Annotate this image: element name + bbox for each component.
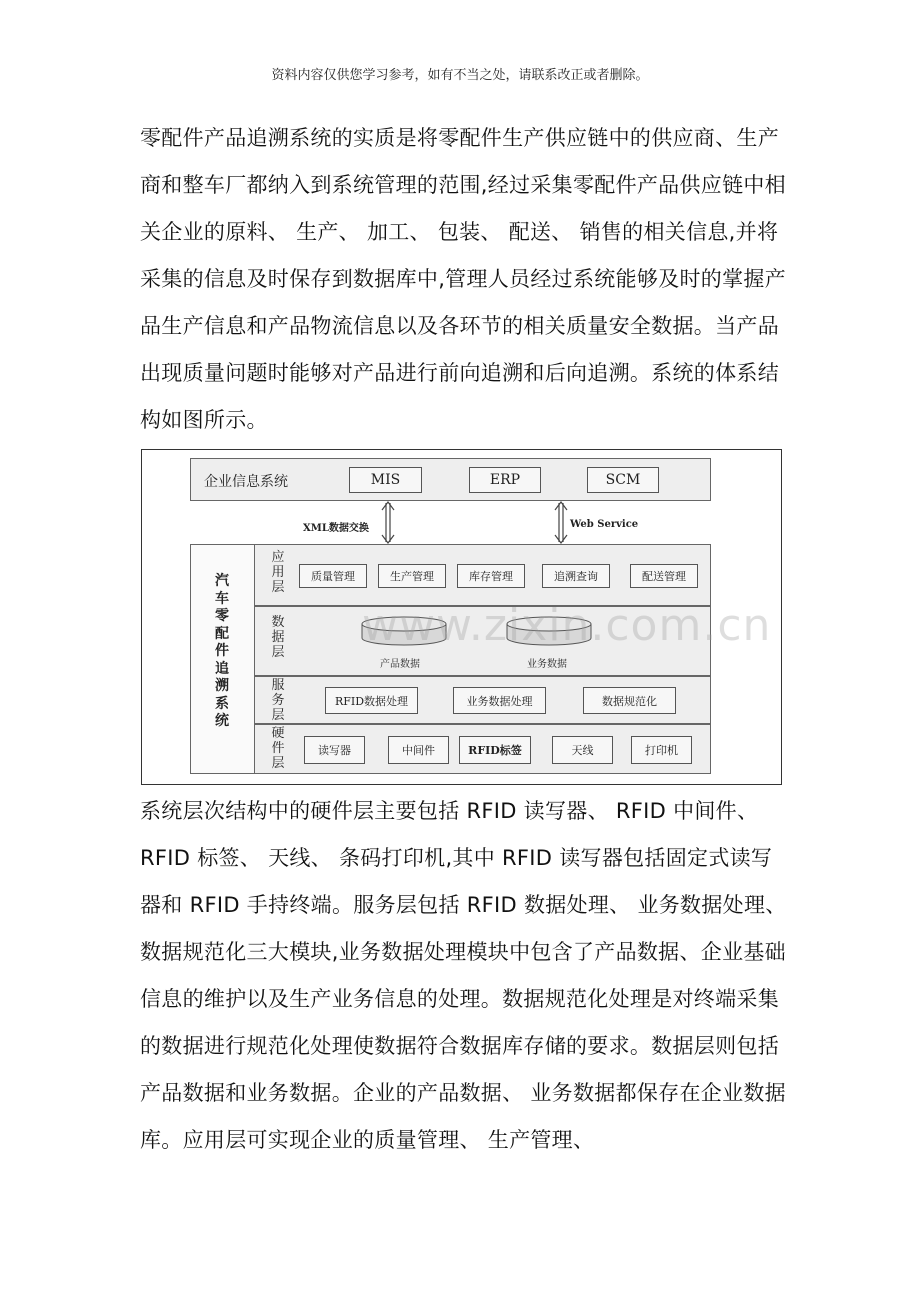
data-normalization-box: 数据规范化: [583, 687, 676, 714]
watermark: www.zixin.com.cn: [362, 600, 772, 651]
rfid-processing-box: RFID数据处理: [325, 687, 418, 714]
application-layer-label: 应用层: [271, 550, 285, 595]
delivery-mgmt-box: 配送管理: [630, 564, 698, 588]
service-layer-label: 服务层: [271, 678, 285, 723]
paragraph-intro: 零配件产品追溯系统的实质是将零配件生产供应链中的供应商、生产商和整车厂都纳入到系统管理的范围,经过采集零配件产品供应链中相关企业的原料、 生产、 加工、 包装、 配送、 销售的相关信息,并将采集的信息及时保存到数据库中,管理人员经过系统能够及时的掌握产品生产信息和产品物流信息以及各环节的相关质量安全数据。当产品出现质量问题时能够对产品进行前向追溯和后向追溯。系统的体系结构如图所示。: [140, 126, 786, 432]
header-note: 资料内容仅供您学习参考，如有不当之处，请联系改正或者删除。: [271, 68, 649, 83]
quality-mgmt-box: 质量管理: [299, 564, 367, 588]
architecture-diagram: [141, 449, 782, 785]
reader-box: 读写器: [304, 736, 365, 764]
scm-box: SCM: [587, 467, 659, 493]
web-service-label: Web Service: [570, 519, 639, 530]
xml-exchange-label: XML数据交换: [303, 523, 369, 534]
printer-box: 打印机: [631, 736, 692, 764]
rfid-tag-box: RFID标签: [459, 736, 531, 764]
erp-box: ERP: [469, 467, 541, 493]
production-mgmt-box: 生产管理: [378, 564, 446, 588]
antenna-box: 天线: [552, 736, 613, 764]
business-processing-box: 业务数据处理: [453, 687, 546, 714]
data-layer-label: 数据层: [271, 615, 285, 660]
paragraph-hierarchy: 系统层次结构中的硬件层主要包括 RFID 读写器、 RFID 中间件、RFID 标签、 天线、 条码打印机,其中 RFID 读写器包括固定式读写器和 RFID 手持终端。服务层包括 RFID 数据处理、 业务数据处理、 数据规范化三大模块,业务数据处理模块中包含了产品数据、企业基础信息的维护以及生产业务信息的处理。数据规范化处理是对终端采集的数据进行规范化处理使数据符合数据库存储的要求。数据层则包括产品数据和业务数据。企业的产品数据、 业务数据都保存在企业数据库。应用层可实现企业的质量管理、 生产管理、: [140, 799, 787, 1152]
inventory-mgmt-box: 库存管理: [457, 564, 525, 588]
system-name: 汽车零配件追溯系统: [215, 573, 229, 729]
mis-box: MIS: [349, 467, 422, 493]
middleware-box: 中间件: [388, 736, 449, 764]
trace-query-box: 追溯查询: [542, 564, 610, 588]
product-data-label: 产品数据: [380, 659, 420, 670]
hardware-layer-label: 硬件层: [271, 726, 285, 771]
connector-arrows: [142, 450, 783, 550]
enterprise-label: 企业信息系统: [204, 474, 288, 490]
business-data-label: 业务数据: [527, 659, 567, 670]
